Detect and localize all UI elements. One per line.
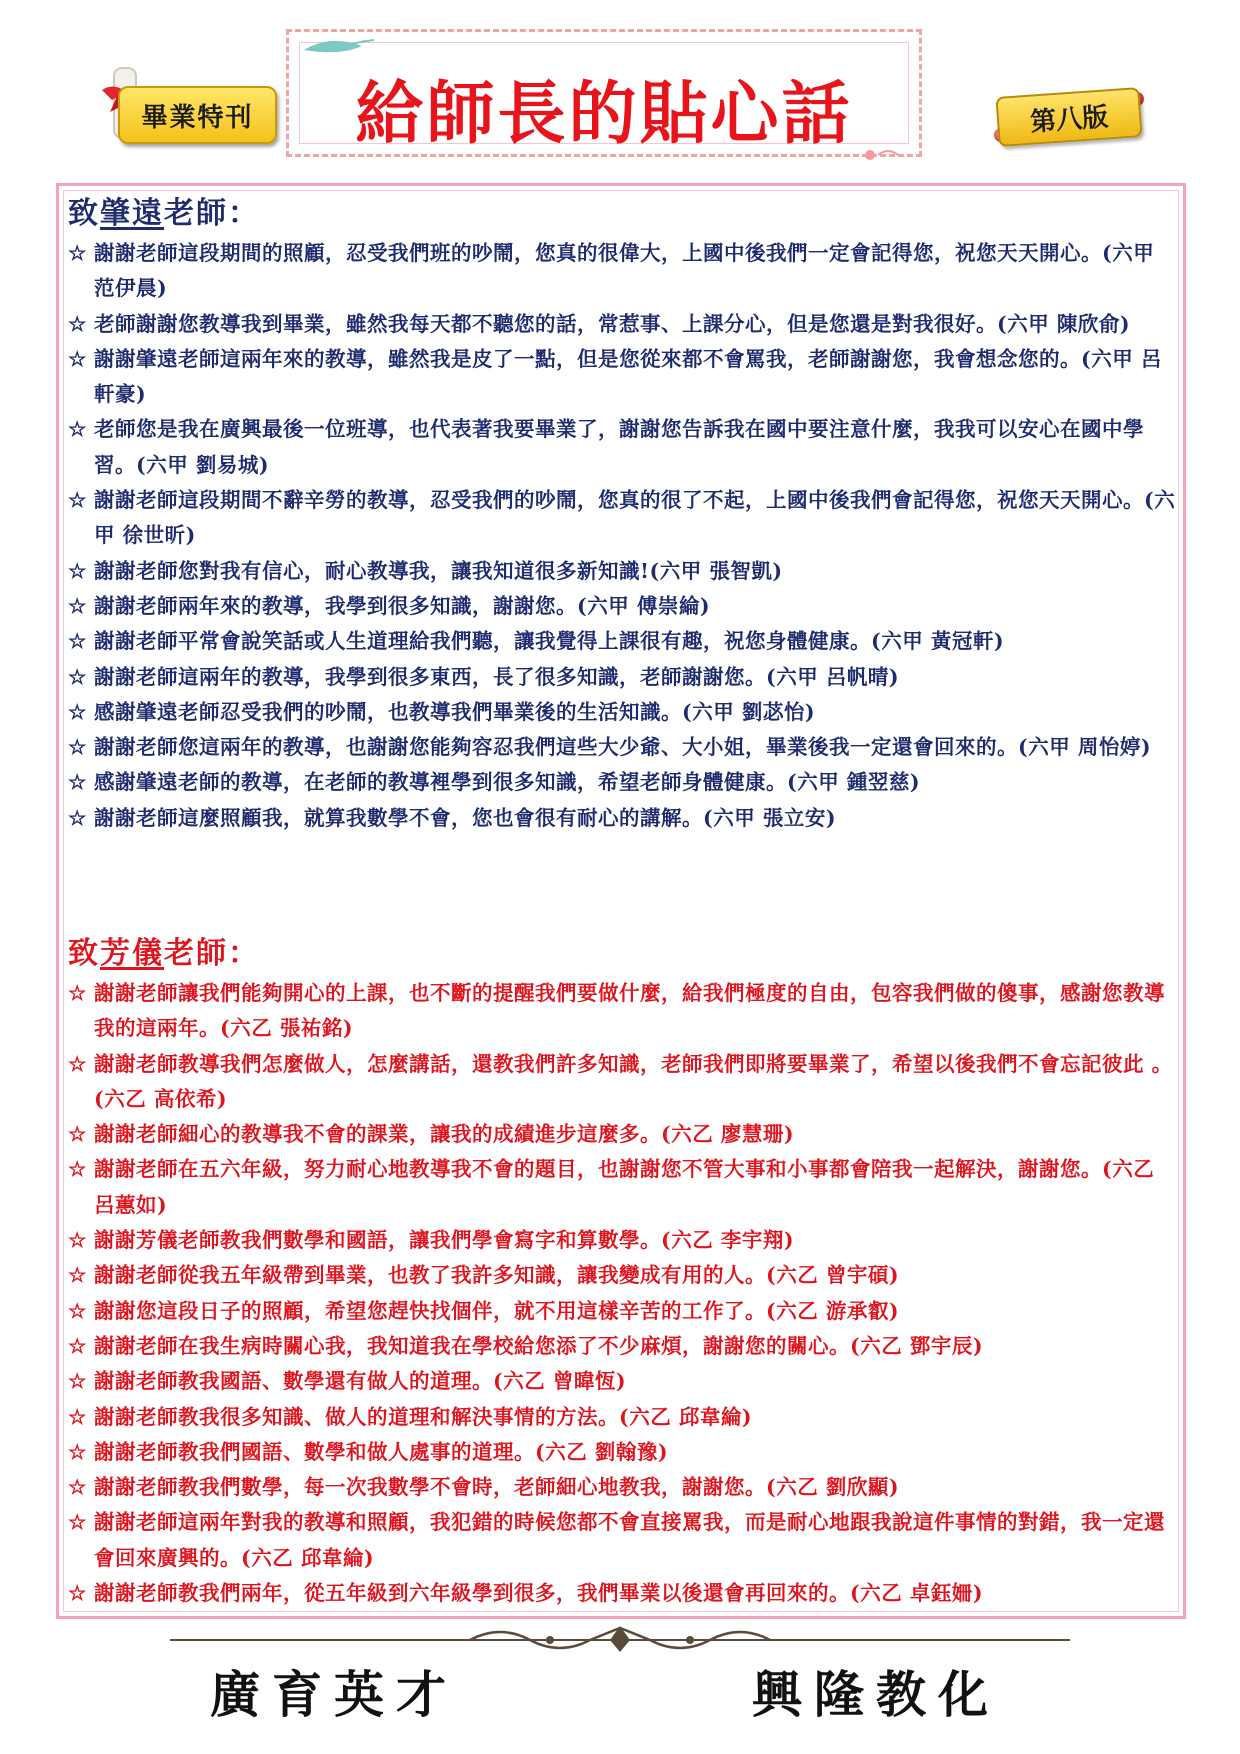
message-item: ☆ 謝謝肇遠老師這兩年來的教導，雖然我是皮了一點，但是您從來都不會罵我，老師謝謝您，我會想念您的。(六甲 呂軒豪) <box>68 346 1162 407</box>
message-item: ☆ 謝謝老師平常會說笑話或人生道理給我們聽，讓我覺得上課很有趣，祝您身體健康。(六甲 黃冠軒) <box>68 629 1005 654</box>
message-list <box>68 976 1178 1611</box>
message-item: ☆ 老師您是我在廣興最後一位班導，也代表著我要畢業了，謝謝您告訴我在國中要注意什麼，我我可以安心在國中學習。(六甲 劉易城) <box>68 417 1144 477</box>
message-item: ☆ 謝謝老師教我們數學，每一次我數學不會時，老師細心地教我，謝謝您。(六乙 劉欣顯) <box>68 1475 900 1500</box>
section-title: 致芳儀老師： <box>68 936 260 971</box>
message-item: ☆ 謝謝您這段日子的照顧，希望您趕快找個伴，就不用這樣辛苦的工作了。(六乙 游承叡) <box>68 1298 900 1323</box>
message-item: ☆ 謝謝老師這段期間不辭辛勞的教導，忍受我們的吵鬧，您真的很了不起，上國中後我們會記得您，祝您天天開心。(六甲 徐世昕) <box>68 488 1176 548</box>
message-item: ☆ 謝謝老師兩年來的教導，我學到很多知識，謝謝您。(六甲 傅崇綸) <box>68 593 711 618</box>
page-header <box>0 0 1240 175</box>
motto-right: 興隆教化 <box>752 1665 1000 1724</box>
message-item: ☆ 謝謝老師這兩年的教導，我學到很多東西，長了很多知識，老師謝謝您。(六甲 呂帆晴) <box>68 664 900 689</box>
graduation-special-label: 畢業特刊 <box>141 102 254 133</box>
message-item: ☆ 感謝肇遠老師的教導，在老師的教導裡學到很多知識，希望老師身體健康。(六甲 鍾翌慈) <box>68 770 921 795</box>
message-item: ☆ 謝謝芳儀老師教我們數學和國語，讓我們學會寫字和算數學。(六乙 李宇翔) <box>68 1228 795 1253</box>
message-item: ☆ 謝謝老師教我國語、數學還有做人的道理。(六乙 曾暐恆) <box>68 1369 627 1394</box>
motto-left: 廣育英才 <box>210 1665 458 1724</box>
message-item: ☆ 謝謝老師在五六年級，努力耐心地教導我不會的題目，也謝謝您不管大事和小事都會陪我一起解決，謝謝您。(六乙 呂蕙如) <box>68 1157 1155 1217</box>
section-title: 致肇遠老師： <box>68 196 260 231</box>
message-item: ☆ 謝謝老師從我五年級帶到畢業，也教了我許多知識，讓我變成有用的人。(六乙 曾宇碩) <box>68 1263 900 1288</box>
section-teacher-zhaoyuan <box>68 192 1178 836</box>
page-title: 給師長的貼心話 <box>355 74 853 154</box>
message-item: ☆ 謝謝老師細心的教導我不會的課業，讓我的成績進步這麼多。(六乙 廖慧珊) <box>68 1122 795 1147</box>
message-item: ☆ 謝謝老師教我很多知識、做人的道理和解決事情的方法。(六乙 邱韋綸) <box>68 1404 753 1429</box>
message-item: ☆ 謝謝老師這段期間的照顧，忍受我們班的吵鬧，您真的很偉大，上國中後我們一定會記得您，祝您天天開心。(六甲 范伊晨) <box>68 241 1155 301</box>
ornamental-divider-icon <box>170 1620 1070 1654</box>
message-item: ☆ 謝謝老師教我們兩年，從五年級到六年級學到很多，我們畢業以後還會再回來的。(六乙 卓鈺姍) <box>68 1581 984 1606</box>
message-item: ☆ 感謝肇遠老師忍受我們的吵鬧，也教導我們畢業後的生活知識。(六甲 劉苾怡) <box>68 699 816 724</box>
message-item: ☆ 謝謝老師讓我們能夠開心的上課，也不斷的提醒我們要做什麼，給我們極度的自由，包容我們做的傻事，感謝您教導我的這兩年。(六乙 張祐銘) <box>68 981 1165 1041</box>
section-teacher-fangyi <box>68 932 1178 1611</box>
message-item: ☆ 謝謝老師這兩年對我的教導和照顧，我犯錯的時候您都不會直接罵我，而是耐心地跟我說這件事情的對錯，我一定還會回來廣興的。(六乙 邱韋綸) <box>68 1510 1165 1570</box>
message-item: ☆ 謝謝老師教導我們怎麼做人，怎麼講話，還教我們許多知識，老師我們即將要畢業了，希望以後我們不會忘記彼此 。(六乙 高依希) <box>68 1051 1173 1111</box>
message-item: ☆ 謝謝老師您這兩年的教導，也謝謝您能夠容忍我們這些大少爺、大小姐，畢業後我一定還會回來的。(六甲 周怡婷) <box>68 735 1152 760</box>
message-item: ☆ 謝謝老師教我們國語、數學和做人處事的道理。(六乙 劉翰豫) <box>68 1439 669 1464</box>
message-list <box>68 236 1178 836</box>
message-item: ☆ 謝謝老師在我生病時關心我，我知道我在學校給您添了不少麻煩，謝謝您的關心。(六乙 鄧宇辰) <box>68 1333 984 1358</box>
message-item: ☆ 謝謝老師您對我有信心，耐心教導我，讓我知道很多新知識!(六甲 張智凱) <box>68 558 783 583</box>
edition-badge <box>995 87 1142 147</box>
message-item: ☆ 謝謝老師這麼照顧我，就算我數學不會，您也會很有耐心的講解。(六甲 張立安) <box>68 805 837 830</box>
graduation-special-badge <box>118 86 277 144</box>
message-item: ☆ 老師謝謝您教導我到畢業，雖然我每天都不聽您的話，常惹事、上課分心，但是您還是對我很好。(六甲 陳欣俞) <box>68 311 1131 336</box>
edition-label: 第八版 <box>1029 101 1110 138</box>
